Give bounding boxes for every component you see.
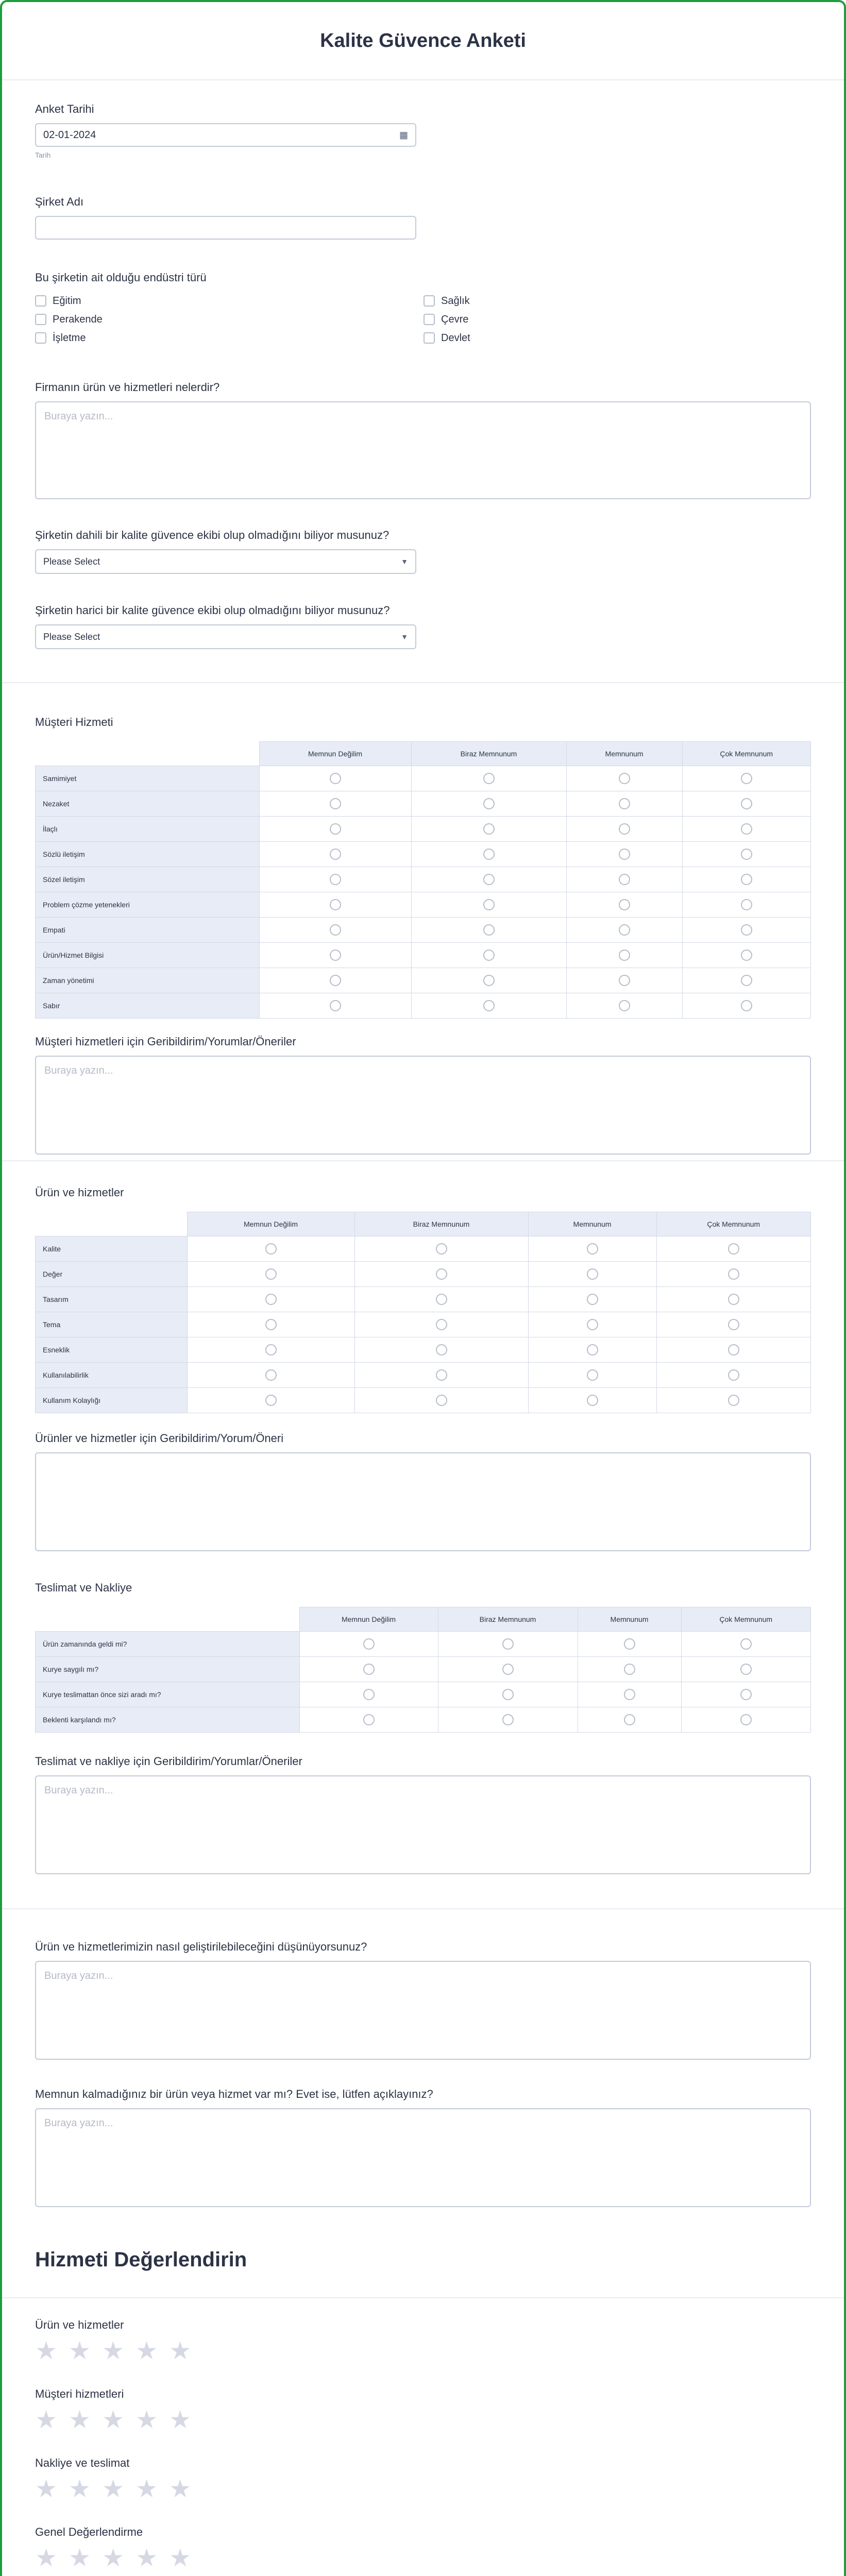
radio[interactable] xyxy=(483,874,495,885)
radio[interactable] xyxy=(363,1664,375,1675)
column-header: Çok Memnunum xyxy=(681,1607,811,1632)
radio[interactable] xyxy=(330,950,341,961)
radio[interactable] xyxy=(436,1369,447,1381)
radio[interactable] xyxy=(624,1689,635,1700)
star-icon[interactable]: ★ xyxy=(35,2337,58,2365)
checkbox[interactable] xyxy=(424,295,435,307)
matrix-row: Sabır xyxy=(36,993,811,1019)
radio[interactable] xyxy=(741,1000,752,1011)
radio[interactable] xyxy=(741,773,752,784)
radio[interactable] xyxy=(740,1689,752,1700)
column-header: Biraz Memnunum xyxy=(354,1212,528,1236)
radio[interactable] xyxy=(483,1000,495,1011)
survey-date-input[interactable] xyxy=(35,123,416,147)
industry-option-egitim[interactable]: Eğitim xyxy=(35,292,424,310)
matrix-row: Sözlü iletişim xyxy=(36,842,811,867)
column-header: Memnun Değilim xyxy=(259,742,411,766)
radio[interactable] xyxy=(619,823,630,835)
radio[interactable] xyxy=(436,1294,447,1305)
star-icon[interactable]: ★ xyxy=(102,2337,125,2365)
radio[interactable] xyxy=(741,798,752,809)
radio[interactable] xyxy=(619,874,630,885)
improve-label: Ürün ve hizmetlerimizin nasıl geliştirilebileceğini düşünüyorsunuz? xyxy=(35,1940,367,1953)
internal-qa-label: Şirketin dahili bir kalite güvence ekibi olup olmadığını biliyor musunuz? xyxy=(35,529,390,541)
company-field xyxy=(35,195,811,240)
products-label: Firmanın ürün ve hizmetleri nelerdir? xyxy=(35,381,220,394)
radio[interactable] xyxy=(330,975,341,986)
radio[interactable] xyxy=(741,849,752,860)
radio[interactable] xyxy=(624,1638,635,1650)
radio[interactable] xyxy=(619,798,630,809)
radio[interactable] xyxy=(265,1294,277,1305)
star-icon[interactable]: ★ xyxy=(35,2545,58,2572)
matrix-row: Ürün/Hizmet Bilgisi xyxy=(36,943,811,968)
radio[interactable] xyxy=(330,773,341,784)
star-icon[interactable]: ★ xyxy=(102,2406,125,2434)
unsatisfied-label: Memnun kalmadığınız bir ürün veya hizmet var mı? Evet ise, lütfen açıklayınız? xyxy=(35,2088,433,2100)
radio[interactable] xyxy=(265,1395,277,1406)
radio[interactable] xyxy=(265,1319,277,1330)
radio[interactable] xyxy=(728,1395,739,1406)
radio[interactable] xyxy=(330,823,341,835)
column-header: Memnun Değilim xyxy=(187,1212,354,1236)
radio[interactable] xyxy=(619,924,630,936)
products-feedback-label: Ürünler ve hizmetler için Geribildirim/Yorum/Öneri xyxy=(35,1432,284,1445)
radio[interactable] xyxy=(624,1664,635,1675)
industry-option-isletme[interactable]: İşletme xyxy=(35,329,424,347)
radio[interactable] xyxy=(728,1369,739,1381)
company-input[interactable] xyxy=(35,216,416,240)
column-header: Memnunum xyxy=(566,742,682,766)
matrix-row: Kullanım Kolaylığı xyxy=(36,1388,811,1413)
external-qa-label: Şirketin harici bir kalite güvence ekibi olup olmadığını biliyor musunuz? xyxy=(35,604,390,617)
star-icon[interactable]: ★ xyxy=(136,2337,158,2365)
radio[interactable] xyxy=(619,1000,630,1011)
checkbox[interactable] xyxy=(424,314,435,325)
column-header: Çok Memnunum xyxy=(682,742,811,766)
radio[interactable] xyxy=(483,849,495,860)
survey-date-value: 02-01-2024 xyxy=(43,129,96,141)
radio[interactable] xyxy=(741,899,752,910)
rating-products xyxy=(35,2318,811,2364)
column-header: Biraz Memnunum xyxy=(438,1607,578,1632)
survey-date-label: Anket Tarihi xyxy=(35,103,94,115)
radio[interactable] xyxy=(330,1000,341,1011)
rating-customer-service xyxy=(35,2387,811,2433)
improve-field xyxy=(35,1940,811,2060)
matrix-row: Nezaket xyxy=(36,791,811,817)
matrix-row: Kalite xyxy=(36,1236,811,1262)
industry-option-saglik[interactable]: Sağlık xyxy=(424,292,812,310)
radio[interactable] xyxy=(619,773,630,784)
divider xyxy=(2,2297,844,2298)
radio[interactable] xyxy=(330,798,341,809)
column-header: Çok Memnunum xyxy=(656,1212,811,1236)
rating-label: Genel Değerlendirme xyxy=(35,2526,143,2538)
products-textarea[interactable]: Buraya yazın... xyxy=(35,401,811,499)
industry-option-devlet[interactable]: Devlet xyxy=(424,329,812,347)
rate-section-header xyxy=(35,2248,811,2272)
survey-date-field xyxy=(35,103,811,159)
matrix-row: Tasarım xyxy=(36,1287,811,1312)
radio[interactable] xyxy=(265,1268,277,1280)
matrix-row: Ürün zamanında geldi mi? xyxy=(36,1632,811,1657)
star-rating xyxy=(35,2477,811,2502)
survey-date-sublabel: Tarih xyxy=(35,151,51,159)
radio[interactable] xyxy=(728,1243,739,1255)
customer-service-feedback-textarea[interactable]: Buraya yazın... xyxy=(35,1056,811,1155)
matrix-row: Empati xyxy=(36,918,811,943)
delivery-matrix xyxy=(35,1581,811,1733)
star-rating xyxy=(35,2408,811,2433)
radio[interactable] xyxy=(363,1714,375,1725)
radio[interactable] xyxy=(587,1369,598,1381)
radio[interactable] xyxy=(502,1689,514,1700)
column-header: Memnunum xyxy=(578,1607,681,1632)
rate-section-title: Hizmeti Değerlendirin xyxy=(35,2248,247,2271)
delivery-label: Teslimat ve Nakliye xyxy=(35,1581,132,1594)
company-label: Şirket Adı xyxy=(35,195,84,208)
radio[interactable] xyxy=(502,1638,514,1650)
radio[interactable] xyxy=(587,1294,598,1305)
radio[interactable] xyxy=(483,950,495,961)
radio[interactable] xyxy=(740,1664,752,1675)
matrix-row: İlaçlı xyxy=(36,817,811,842)
industry-options xyxy=(35,292,811,347)
delivery-feedback-textarea[interactable]: Buraya yazın... xyxy=(35,1775,811,1874)
matrix-row: Tema xyxy=(36,1312,811,1337)
chevron-down-icon: ▼ xyxy=(401,557,408,566)
radio[interactable] xyxy=(483,975,495,986)
form-title: Kalite Güvence Anketi xyxy=(320,29,526,52)
star-icon[interactable]: ★ xyxy=(169,2545,192,2572)
radio[interactable] xyxy=(330,849,341,860)
radio[interactable] xyxy=(363,1689,375,1700)
products-field xyxy=(35,381,811,499)
radio[interactable] xyxy=(483,798,495,809)
radio[interactable] xyxy=(741,874,752,885)
radio[interactable] xyxy=(619,849,630,860)
radio[interactable] xyxy=(483,924,495,936)
external-qa-select[interactable] xyxy=(35,624,416,649)
radio[interactable] xyxy=(330,874,341,885)
delivery-feedback-field xyxy=(35,1755,811,1874)
radio[interactable] xyxy=(587,1243,598,1255)
unsatisfied-field xyxy=(35,2088,811,2207)
radio[interactable] xyxy=(587,1268,598,1280)
radio[interactable] xyxy=(728,1294,739,1305)
star-icon[interactable]: ★ xyxy=(169,2406,192,2434)
column-header: Memnun Değilim xyxy=(299,1607,438,1632)
radio[interactable] xyxy=(728,1268,739,1280)
delivery-feedback-label: Teslimat ve nakliye için Geribildirim/Yorumlar/Öneriler xyxy=(35,1755,302,1768)
products-feedback-field xyxy=(35,1432,811,1551)
divider xyxy=(2,1160,844,1161)
star-icon[interactable]: ★ xyxy=(69,2406,91,2434)
radio[interactable] xyxy=(728,1319,739,1330)
products-services-label: Ürün ve hizmetler xyxy=(35,1186,124,1199)
divider xyxy=(2,1908,844,1909)
star-icon[interactable]: ★ xyxy=(136,2545,158,2572)
radio[interactable] xyxy=(587,1344,598,1355)
rating-delivery xyxy=(35,2456,811,2502)
customer-service-label: Müşteri Hizmeti xyxy=(35,716,113,728)
radio[interactable] xyxy=(587,1319,598,1330)
industry-label: Bu şirketin ait olduğu endüstri türü xyxy=(35,271,207,284)
matrix-row: Esneklik xyxy=(36,1337,811,1363)
industry-field xyxy=(35,271,811,347)
radio[interactable] xyxy=(436,1344,447,1355)
column-header: Biraz Memnunum xyxy=(411,742,566,766)
checkbox[interactable] xyxy=(35,332,46,344)
industry-option-cevre[interactable]: Çevre xyxy=(424,310,812,329)
star-rating xyxy=(35,2339,811,2364)
matrix-row: Kurye teslimattan önce sizi aradı mı? xyxy=(36,1682,811,1707)
star-icon[interactable]: ★ xyxy=(69,2337,91,2365)
improve-textarea[interactable]: Buraya yazın... xyxy=(35,1961,811,2060)
star-icon[interactable]: ★ xyxy=(69,2545,91,2572)
radio[interactable] xyxy=(624,1714,635,1725)
radio[interactable] xyxy=(436,1268,447,1280)
products-services-matrix xyxy=(35,1186,811,1413)
radio[interactable] xyxy=(265,1243,277,1255)
rating-label: Nakliye ve teslimat xyxy=(35,2456,130,2469)
radio[interactable] xyxy=(330,924,341,936)
customer-service-matrix xyxy=(35,716,811,1019)
radio[interactable] xyxy=(265,1344,277,1355)
column-header: Memnunum xyxy=(528,1212,656,1236)
checkbox[interactable] xyxy=(35,314,46,325)
matrix-row: Kurye saygılı mı? xyxy=(36,1657,811,1682)
rating-label: Ürün ve hizmetler xyxy=(35,2318,124,2331)
star-icon[interactable]: ★ xyxy=(35,2476,58,2503)
matrix-row: Sözel iletişim xyxy=(36,867,811,892)
chevron-down-icon: ▼ xyxy=(401,633,408,641)
internal-qa-select[interactable] xyxy=(35,549,416,574)
radio[interactable] xyxy=(436,1243,447,1255)
matrix-row: Beklenti karşılandı mı? xyxy=(36,1707,811,1733)
radio[interactable] xyxy=(741,950,752,961)
radio[interactable] xyxy=(740,1638,752,1650)
checkbox[interactable] xyxy=(424,332,435,344)
customer-service-feedback-field xyxy=(35,1035,811,1155)
star-icon[interactable]: ★ xyxy=(102,2476,125,2503)
matrix-row: Problem çözme yetenekleri xyxy=(36,892,811,918)
radio[interactable] xyxy=(483,899,495,910)
matrix-row: Samimiyet xyxy=(36,766,811,791)
calendar-icon[interactable]: ▦ xyxy=(399,129,408,140)
radio[interactable] xyxy=(740,1714,752,1725)
delivery-table xyxy=(35,1607,811,1733)
radio[interactable] xyxy=(619,899,630,910)
rating-overall xyxy=(35,2526,811,2571)
radio[interactable] xyxy=(502,1664,514,1675)
industry-option-perakende[interactable]: Perakende xyxy=(35,310,424,329)
products-feedback-textarea[interactable] xyxy=(35,1452,811,1551)
radio[interactable] xyxy=(483,773,495,784)
radio[interactable] xyxy=(330,899,341,910)
internal-qa-value: Please Select xyxy=(43,556,100,567)
external-qa-value: Please Select xyxy=(43,631,100,642)
rating-label: Müşteri hizmetleri xyxy=(35,2387,124,2400)
matrix-row: Kullanılabilirlik xyxy=(36,1363,811,1388)
radio[interactable] xyxy=(502,1714,514,1725)
radio[interactable] xyxy=(741,823,752,835)
form-header xyxy=(2,2,844,80)
radio[interactable] xyxy=(741,924,752,936)
radio[interactable] xyxy=(619,950,630,961)
matrix-row: Zaman yönetimi xyxy=(36,968,811,993)
radio[interactable] xyxy=(483,823,495,835)
products-services-table xyxy=(35,1212,811,1413)
radio[interactable] xyxy=(436,1395,447,1406)
star-icon[interactable]: ★ xyxy=(136,2406,158,2434)
radio[interactable] xyxy=(363,1638,375,1650)
radio[interactable] xyxy=(265,1369,277,1381)
internal-qa-field xyxy=(35,529,811,574)
external-qa-field xyxy=(35,604,811,649)
divider xyxy=(2,682,844,683)
star-icon[interactable]: ★ xyxy=(35,2406,58,2434)
matrix-row: Değer xyxy=(36,1262,811,1287)
unsatisfied-textarea[interactable]: Buraya yazın... xyxy=(35,2108,811,2207)
star-icon[interactable]: ★ xyxy=(102,2545,125,2572)
radio[interactable] xyxy=(619,975,630,986)
radio[interactable] xyxy=(587,1395,598,1406)
checkbox[interactable] xyxy=(35,295,46,307)
customer-service-table xyxy=(35,741,811,1019)
radio[interactable] xyxy=(741,975,752,986)
star-icon[interactable]: ★ xyxy=(136,2476,158,2503)
customer-service-feedback-label: Müşteri hizmetleri için Geribildirim/Yorumlar/Öneriler xyxy=(35,1035,296,1048)
star-icon[interactable]: ★ xyxy=(169,2337,192,2365)
star-rating xyxy=(35,2546,811,2571)
radio[interactable] xyxy=(728,1344,739,1355)
star-icon[interactable]: ★ xyxy=(69,2476,91,2503)
radio[interactable] xyxy=(436,1319,447,1330)
star-icon[interactable]: ★ xyxy=(169,2476,192,2503)
